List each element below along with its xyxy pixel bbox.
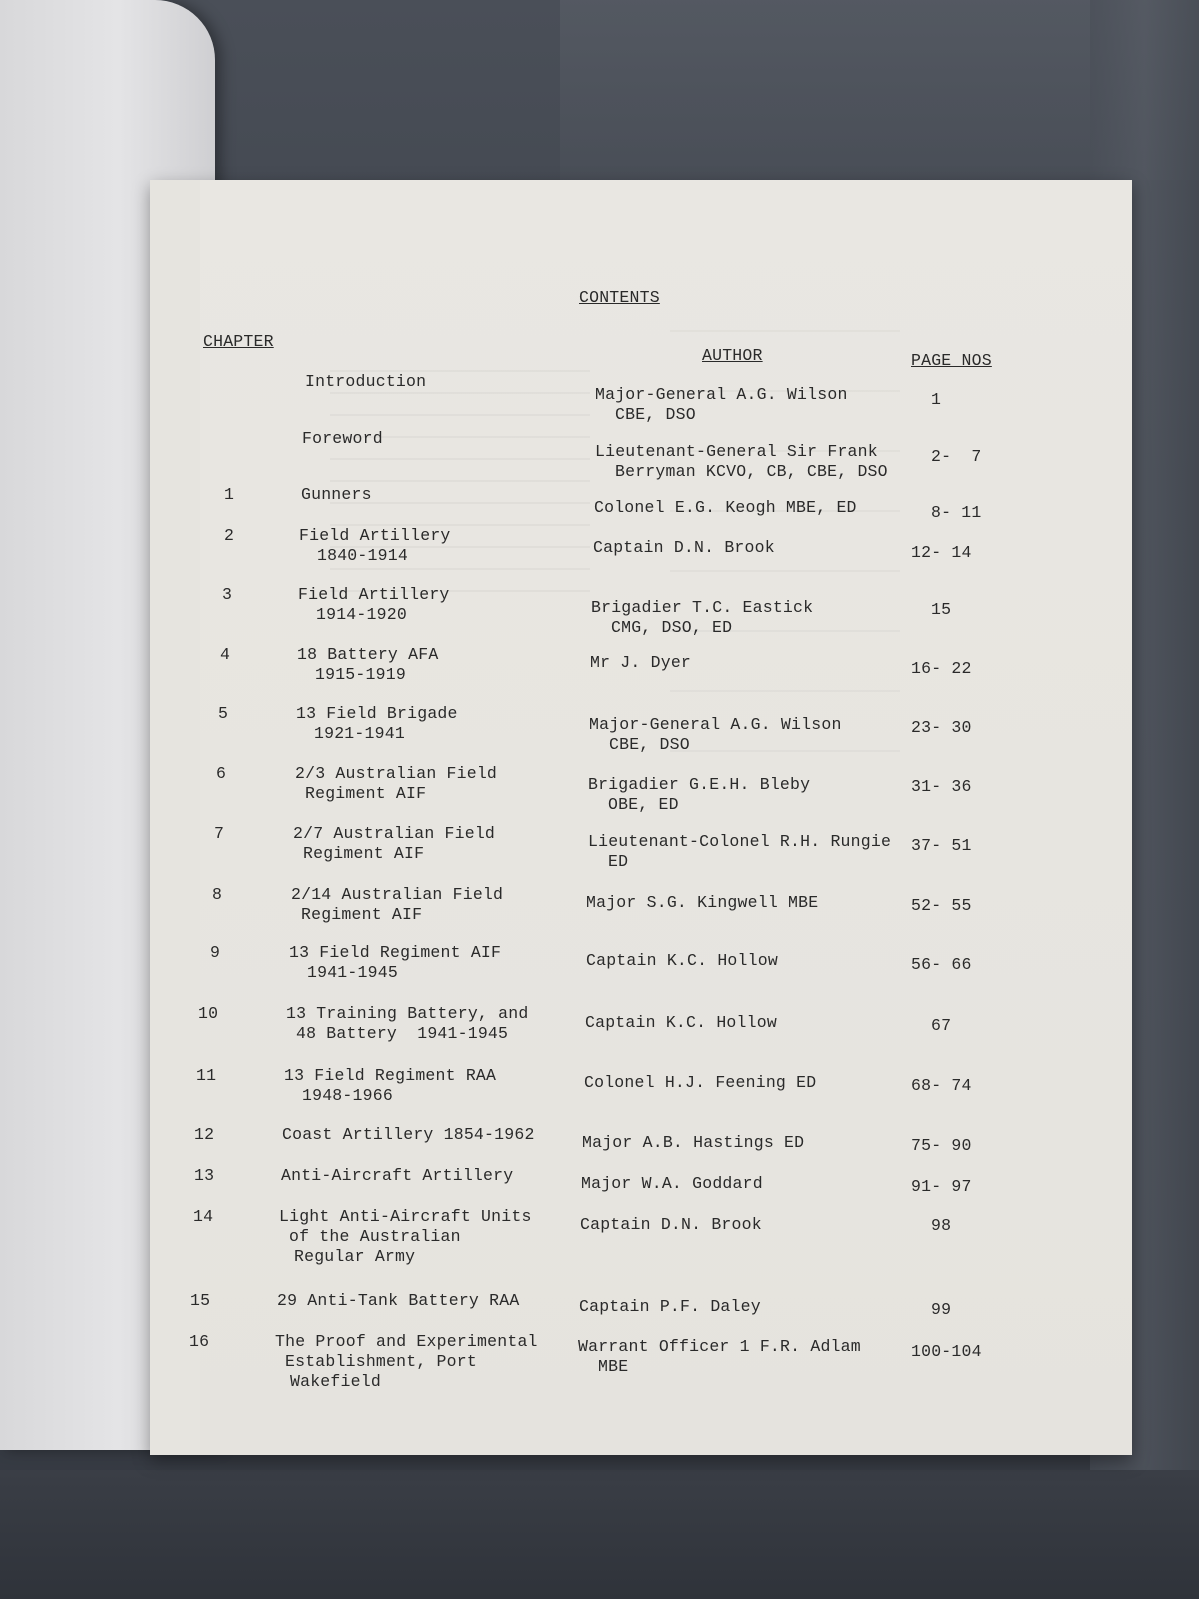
chapter-title-line2: of the Australian	[289, 1227, 461, 1246]
author-name-line2: MBE	[598, 1357, 629, 1376]
author-name: Warrant Officer 1 F.R. Adlam	[578, 1337, 861, 1356]
chapter-title: Introduction	[305, 372, 427, 391]
page-numbers: 16- 22	[911, 659, 972, 678]
header-author: AUTHOR	[702, 346, 763, 365]
page-numbers: 91- 97	[911, 1177, 972, 1196]
contents-title: CONTENTS	[579, 288, 660, 307]
chapter-title: 2/3 Australian Field	[295, 764, 498, 783]
chapter-number: 6	[216, 764, 227, 783]
page-numbers: 1	[931, 390, 942, 409]
author-name: Captain K.C. Hollow	[586, 951, 778, 970]
chapter-title-line3: Regular Army	[294, 1247, 416, 1266]
page-numbers: 75- 90	[911, 1136, 972, 1155]
chapter-title-line2: 1921-1941	[314, 724, 405, 743]
author-name: Brigadier T.C. Eastick	[591, 598, 814, 617]
page-numbers: 52- 55	[911, 896, 972, 915]
author-name: Captain K.C. Hollow	[585, 1013, 777, 1032]
author-name-line2: CMG, DSO, ED	[611, 618, 733, 637]
storage-bin-base	[0, 1470, 1199, 1599]
author-name: Captain D.N. Brook	[580, 1215, 762, 1234]
chapter-title-line2: 48 Battery 1941-1945	[296, 1024, 509, 1043]
chapter-title: 29 Anti-Tank Battery RAA	[277, 1291, 520, 1310]
chapter-title-line2: Establishment, Port	[285, 1352, 477, 1371]
author-name: Captain P.F. Daley	[579, 1297, 761, 1316]
author-name-line2: CBE, DSO	[609, 735, 690, 754]
page-numbers: 56- 66	[911, 955, 972, 974]
chapter-title-line2: Regiment AIF	[303, 844, 425, 863]
page-numbers: 100-104	[911, 1342, 982, 1361]
header-chapter: CHAPTER	[203, 332, 274, 351]
author-name-line2: Berryman KCVO, CB, CBE, DSO	[615, 462, 888, 481]
author-name: Lieutenant-General Sir Frank	[595, 442, 878, 461]
chapter-title: 18 Battery AFA	[297, 645, 439, 664]
page-numbers: 15	[931, 600, 952, 619]
chapter-number: 8	[212, 885, 223, 904]
chapter-title-line2: Regiment AIF	[305, 784, 427, 803]
page-numbers: 12- 14	[911, 543, 972, 562]
page-numbers: 98	[931, 1216, 952, 1235]
chapter-number: 11	[196, 1066, 217, 1085]
author-name: Major-General A.G. Wilson	[595, 385, 848, 404]
chapter-number: 15	[190, 1291, 211, 1310]
chapter-number: 13	[194, 1166, 215, 1185]
author-name-line2: OBE, ED	[608, 795, 679, 814]
author-name-line2: CBE, DSO	[615, 405, 696, 424]
page-numbers: 99	[931, 1300, 952, 1319]
author-name: Brigadier G.E.H. Bleby	[588, 775, 811, 794]
chapter-number: 12	[194, 1125, 215, 1144]
chapter-title: Coast Artillery 1854-1962	[282, 1125, 535, 1144]
chapter-title: 13 Field Regiment AIF	[289, 943, 502, 962]
chapter-title: 13 Field Brigade	[296, 704, 458, 723]
page-numbers: 2- 7	[931, 447, 982, 466]
author-name: Lieutenant-Colonel R.H. Rungie	[588, 832, 892, 851]
page-numbers: 67	[931, 1016, 952, 1035]
chapter-number: 9	[210, 943, 221, 962]
chapter-number: 2	[224, 526, 235, 545]
author-name: Major S.G. Kingwell MBE	[586, 893, 819, 912]
author-name-line2: ED	[608, 852, 629, 871]
chapter-number: 5	[218, 704, 229, 723]
author-name: Captain D.N. Brook	[593, 538, 775, 557]
chapter-title: Anti-Aircraft Artillery	[281, 1166, 514, 1185]
chapter-title: Foreword	[302, 429, 383, 448]
chapter-title: The Proof and Experimental	[275, 1332, 538, 1351]
contents-page	[150, 180, 1132, 1455]
chapter-title-line2: 1840-1914	[317, 546, 408, 565]
chapter-title-line2: 1914-1920	[316, 605, 407, 624]
chapter-title: Light Anti-Aircraft Units	[279, 1207, 532, 1226]
header-page-nos: PAGE NOS	[911, 351, 992, 370]
chapter-number: 1	[224, 485, 235, 504]
author-name: Major A.B. Hastings ED	[582, 1133, 805, 1152]
chapter-title: 13 Training Battery, and	[286, 1004, 529, 1023]
page-numbers: 31- 36	[911, 777, 972, 796]
chapter-title: Field Artillery	[298, 585, 450, 604]
chapter-title-line2: 1915-1919	[315, 665, 406, 684]
chapter-number: 10	[198, 1004, 219, 1023]
page-numbers: 37- 51	[911, 836, 972, 855]
chapter-number: 16	[189, 1332, 210, 1351]
chapter-title-line3: Wakefield	[290, 1372, 381, 1391]
page-numbers: 23- 30	[911, 718, 972, 737]
author-name: Major-General A.G. Wilson	[589, 715, 842, 734]
page-numbers: 8- 11	[931, 503, 982, 522]
chapter-title-line2: 1948-1966	[302, 1086, 393, 1105]
chapter-number: 14	[193, 1207, 214, 1226]
chapter-title-line2: 1941-1945	[307, 963, 398, 982]
chapter-title: Field Artillery	[299, 526, 451, 545]
page-numbers: 68- 74	[911, 1076, 972, 1095]
chapter-title: 13 Field Regiment RAA	[284, 1066, 497, 1085]
chapter-number: 3	[222, 585, 233, 604]
author-name: Mr J. Dyer	[590, 653, 692, 672]
chapter-title: 2/7 Australian Field	[293, 824, 496, 843]
chapter-number: 4	[220, 645, 231, 664]
chapter-title: 2/14 Australian Field	[291, 885, 504, 904]
author-name: Colonel E.G. Keogh MBE, ED	[594, 498, 857, 517]
chapter-number: 7	[214, 824, 225, 843]
chapter-title: Gunners	[301, 485, 372, 504]
chapter-title-line2: Regiment AIF	[301, 905, 423, 924]
author-name: Colonel H.J. Feening ED	[584, 1073, 817, 1092]
author-name: Major W.A. Goddard	[581, 1174, 763, 1193]
